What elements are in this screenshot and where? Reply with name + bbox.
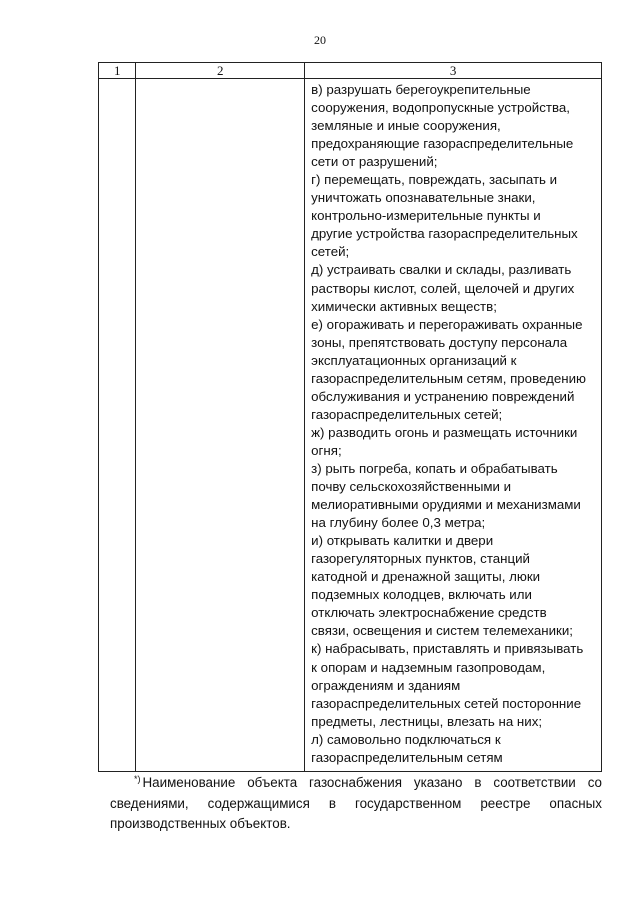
column-header-2: 2 xyxy=(136,63,305,79)
list-item: газораспределительных сетей посторонние xyxy=(311,695,582,711)
table-row xyxy=(99,79,602,772)
list-item: предохраняющие газораспределительные xyxy=(311,136,574,152)
list-item: обслуживания и устранению повреждений xyxy=(311,388,575,404)
footnote-marker: *) xyxy=(134,774,141,784)
column-header-3: 3 xyxy=(305,63,602,79)
footnote-line: *) Наименование объекта газоснабжения указано в соответствии со xyxy=(134,774,602,790)
list-item: газораспределительным сетям xyxy=(311,749,503,765)
list-item: ж) разводить огонь и размещать источники xyxy=(311,424,578,440)
list-item: мелиоративными орудиями и механизмами xyxy=(311,497,581,513)
footnote xyxy=(110,769,602,835)
list-item: катодной и дренажной защиты, люки xyxy=(311,569,541,585)
footnote-line: сведениями, содержащимися в государственном реестре опасных xyxy=(110,795,602,811)
list-item: почву сельскохозяйственными и xyxy=(311,479,512,495)
list-item: е) огораживать и перегораживать охранные xyxy=(311,316,583,332)
list-item: ограждениям и зданиям xyxy=(311,677,461,693)
list-item: растворы кислот, солей, щелочей и других xyxy=(311,280,575,296)
list-item: к опорам и надземным газопроводам, xyxy=(311,659,546,675)
list-item: земляные и иные сооружения, xyxy=(311,118,501,134)
column-header-1: 1 xyxy=(99,63,136,79)
table-cell-3 xyxy=(305,79,602,772)
list-item: сооружения, водопропускные устройства, xyxy=(311,100,570,116)
list-item: эксплуатационных организаций к xyxy=(311,352,517,368)
list-item: в) разрушать берегоукрепительные xyxy=(311,82,531,97)
list-item: уничтожать опознавательные знаки, xyxy=(311,190,536,206)
list-item: газораспределительным сетям, проведению xyxy=(311,370,586,386)
requirements-table xyxy=(98,62,602,772)
list-item: сети от разрушений; xyxy=(311,154,438,170)
list-item: г) перемещать, повреждать, засыпать и xyxy=(311,172,558,188)
list-item: на глубину более 0,3 метра; xyxy=(311,515,486,531)
footnote-line: производственных объектов. xyxy=(110,816,291,831)
list-item: подземных колодцев, включать или xyxy=(311,587,532,603)
list-item: и) открывать калитки и двери xyxy=(311,533,494,549)
table-cell-1 xyxy=(99,79,136,772)
list-item: контрольно-измерительные пункты и xyxy=(311,208,541,224)
table-header-row xyxy=(99,63,602,79)
list-item: отключать электроснабжение средств xyxy=(311,605,547,621)
prohibitions-list xyxy=(305,79,601,771)
list-item: связи, освещения и систем телемеханики; xyxy=(311,623,573,639)
list-item: другие устройства газораспределительных xyxy=(311,226,578,242)
list-item: газораспределительных сетей; xyxy=(311,406,503,422)
list-item: к) набрасывать, приставлять и привязывать xyxy=(311,641,584,657)
list-item: газорегуляторных пунктов, станций xyxy=(311,551,530,567)
list-item: зоны, препятствовать доступу персонала xyxy=(311,334,568,350)
list-item: д) устраивать свалки и склады, разливать xyxy=(311,262,572,278)
list-item: з) рыть погреба, копать и обрабатывать xyxy=(311,460,558,476)
table-cell-2 xyxy=(136,79,305,772)
page-number: 20 xyxy=(314,33,326,47)
list-item: л) самовольно подключаться к xyxy=(311,731,501,747)
list-item: огня; xyxy=(311,442,342,458)
list-item: предметы, лестницы, влезать на них; xyxy=(311,713,543,729)
list-item: химически активных веществ; xyxy=(311,298,497,314)
list-item: сетей; xyxy=(311,244,350,260)
